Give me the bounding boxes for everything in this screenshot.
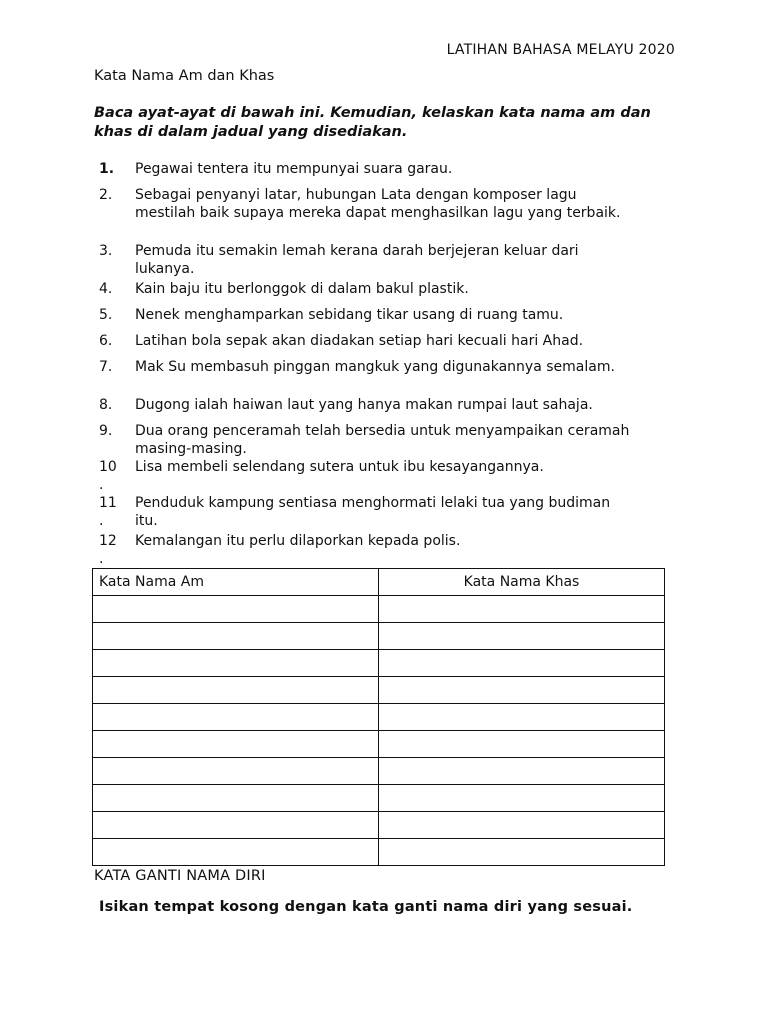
table-row — [93, 650, 665, 677]
answer-cell-am[interactable] — [93, 623, 379, 650]
item-number: 7. — [99, 359, 113, 375]
answer-cell-khas[interactable] — [379, 839, 665, 866]
answer-cell-am[interactable] — [93, 596, 379, 623]
item-text: Pegawai tentera itu mempunyai suara garau. — [135, 161, 453, 177]
item-text: Sebagai penyanyi latar, hubungan Lata dengan komposer lagu mestilah baik supaya mereka dapat menghasilkan lagu yang terbaik. — [135, 187, 621, 221]
table-row — [93, 758, 665, 785]
column-header-kata-nama-am: Kata Nama Am — [93, 569, 379, 596]
item-text: Lisa membeli selendang sutera untuk ibu kesayangannya. — [135, 459, 544, 475]
answer-cell-am[interactable] — [93, 650, 379, 677]
item-number: 12 . — [99, 533, 117, 567]
item-text: Pemuda itu semakin lemah kerana darah berjejeran keluar dari lukanya. — [135, 243, 579, 277]
table-row — [93, 677, 665, 704]
table-row — [93, 704, 665, 731]
item-text: Dugong ialah haiwan laut yang hanya makan rumpai laut sahaja. — [135, 397, 593, 413]
item-number: 2. — [99, 187, 113, 203]
answer-cell-am[interactable] — [93, 839, 379, 866]
section2-title: KATA GANTI NAMA DIRI — [94, 868, 266, 884]
item-number: 3. — [99, 243, 113, 259]
section-title: Kata Nama Am dan Khas — [94, 68, 275, 84]
item-number: 11 . — [99, 495, 117, 529]
section2-instruction: Isikan tempat kosong dengan kata ganti nama diri yang sesuai. — [99, 899, 633, 915]
answer-cell-am[interactable] — [93, 812, 379, 839]
item-text: Kemalangan itu perlu dilaporkan kepada polis. — [135, 533, 461, 549]
answer-cell-khas[interactable] — [379, 596, 665, 623]
item-text: Mak Su membasuh pinggan mangkuk yang digunakannya semalam. — [135, 359, 615, 375]
item-number: 4. — [99, 281, 113, 297]
classification-table — [92, 568, 665, 866]
answer-cell-khas[interactable] — [379, 704, 665, 731]
item-text: Dua orang penceramah telah bersedia untuk menyampaikan ceramah masing-masing. — [135, 423, 630, 457]
column-header-kata-nama-khas: Kata Nama Khas — [379, 569, 665, 596]
answer-cell-am[interactable] — [93, 731, 379, 758]
answer-cell-khas[interactable] — [379, 650, 665, 677]
item-number: 8. — [99, 397, 113, 413]
answer-cell-khas[interactable] — [379, 785, 665, 812]
table-row — [93, 785, 665, 812]
item-text: Nenek menghamparkan sebidang tikar usang di ruang tamu. — [135, 307, 564, 323]
item-number: 1. — [99, 161, 115, 177]
table-header-row — [93, 569, 665, 596]
answer-cell-am[interactable] — [93, 785, 379, 812]
answer-cell-am[interactable] — [93, 677, 379, 704]
table-row — [93, 731, 665, 758]
answer-cell-am[interactable] — [93, 704, 379, 731]
answer-cell-khas[interactable] — [379, 677, 665, 704]
instruction-text: Baca ayat-ayat di bawah ini. Kemudian, kelaskan kata nama am dan khas di dalam jadual yang disediakan. — [94, 105, 651, 140]
item-text: Latihan bola sepak akan diadakan setiap hari kecuali hari Ahad. — [135, 333, 584, 349]
item-number: 10 . — [99, 459, 117, 493]
item-number: 5. — [99, 307, 113, 323]
answer-cell-khas[interactable] — [379, 623, 665, 650]
table-row — [93, 839, 665, 866]
classification-table-wrapper — [92, 568, 665, 866]
table-row — [93, 596, 665, 623]
item-number: 6. — [99, 333, 113, 349]
item-text: Kain baju itu berlonggok di dalam bakul plastik. — [135, 281, 469, 297]
answer-cell-khas[interactable] — [379, 758, 665, 785]
table-row — [93, 623, 665, 650]
table-row — [93, 812, 665, 839]
answer-cell-am[interactable] — [93, 758, 379, 785]
item-text: Penduduk kampung sentiasa menghormati lelaki tua yang budiman itu. — [135, 495, 611, 529]
answer-cell-khas[interactable] — [379, 731, 665, 758]
header-title: LATIHAN BAHASA MELAYU 2020 — [446, 42, 675, 58]
item-number: 9. — [99, 423, 113, 439]
answer-cell-khas[interactable] — [379, 812, 665, 839]
